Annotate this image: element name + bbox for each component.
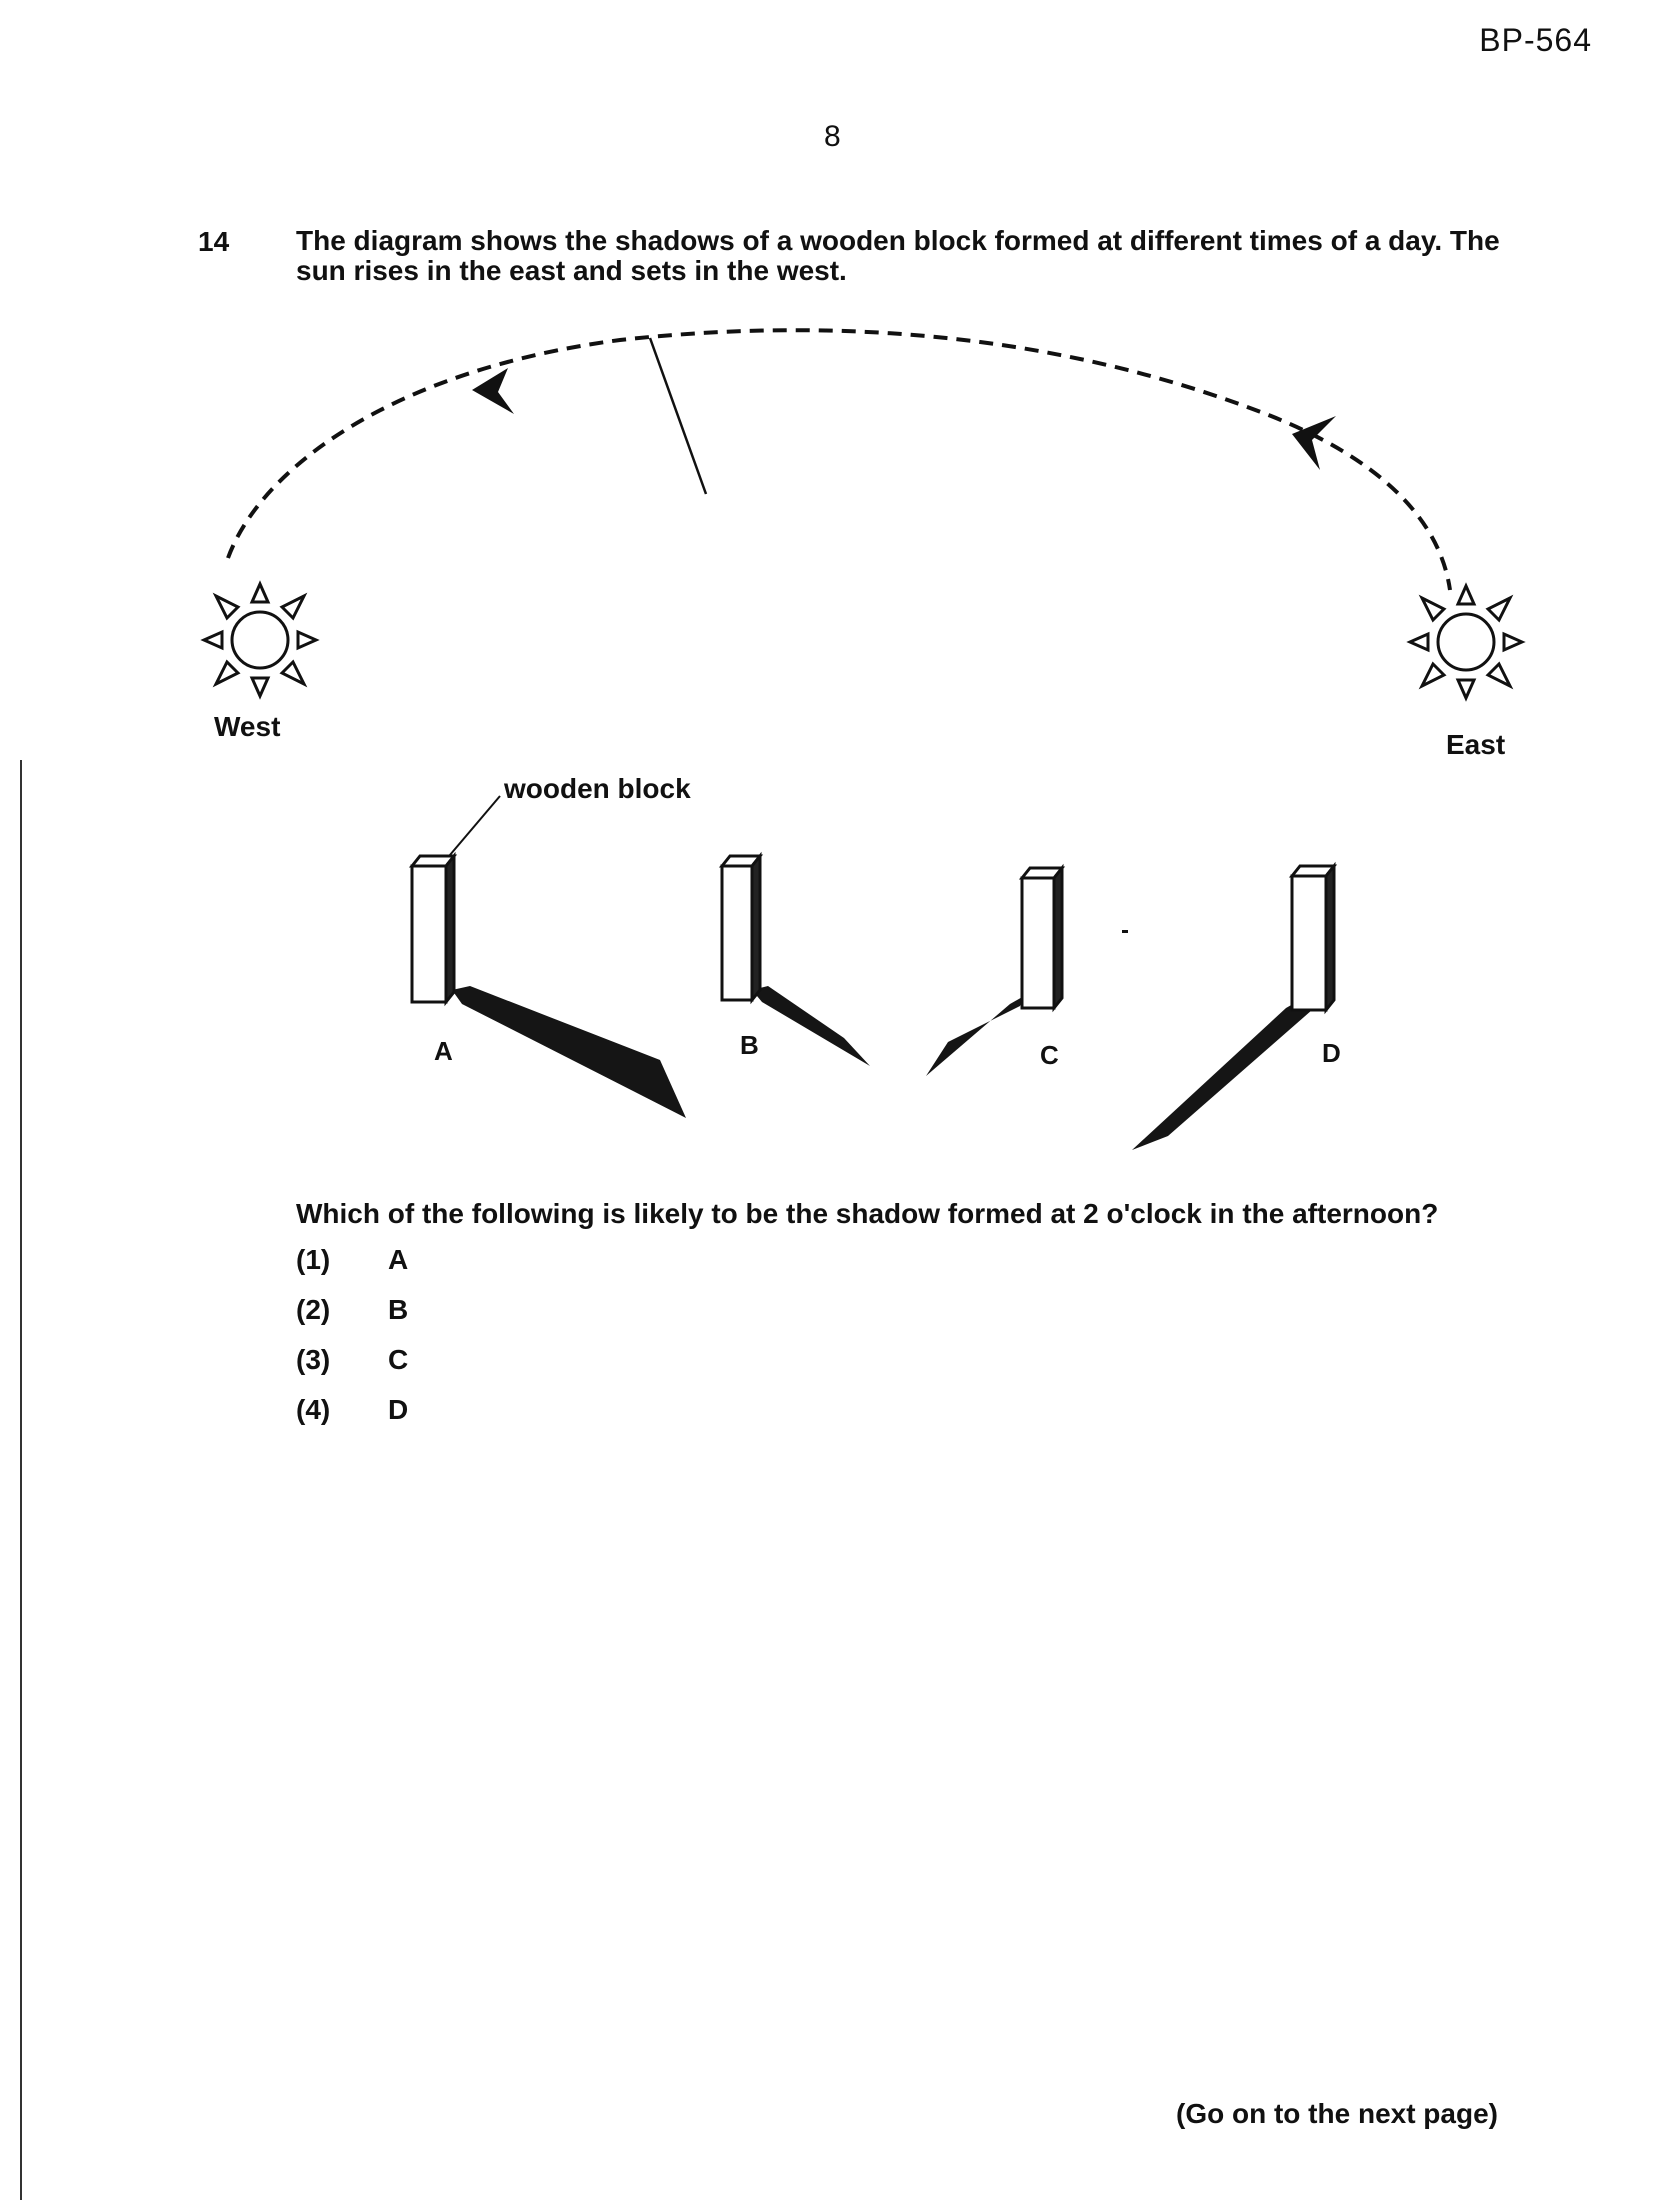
block-b-label: B	[740, 1030, 759, 1060]
stray-mark	[1122, 930, 1128, 933]
sun-path-arc	[228, 330, 1450, 590]
paper-code: BP-564	[1479, 22, 1592, 58]
shadow-d	[1132, 1000, 1312, 1150]
pen-stroke	[650, 338, 706, 494]
wooden-block-label: wooden block	[504, 773, 691, 804]
answer-options	[296, 1244, 408, 1444]
sun-east-icon	[1410, 586, 1522, 698]
block-d-label: D	[1322, 1038, 1341, 1068]
question-prompt: Which of the following is likely to be the shadow formed at 2 o'clock in the afternoon?	[296, 1198, 1439, 1229]
question-number: 14	[198, 226, 230, 257]
next-page-note: (Go on to the next page)	[1176, 2098, 1498, 2129]
sun-west-icon	[204, 584, 316, 696]
option-3[interactable]	[296, 1344, 408, 1394]
option-1[interactable]	[296, 1244, 408, 1294]
direction-arrow-west-icon	[472, 368, 514, 414]
east-label: East	[1446, 729, 1506, 760]
block-c-label: C	[1040, 1040, 1059, 1070]
west-label: West	[214, 711, 281, 742]
option-letter: D	[388, 1394, 409, 1425]
wooden-block-d	[1132, 866, 1334, 1150]
shadow-c	[926, 996, 1024, 1076]
option-letter: B	[388, 1294, 409, 1325]
option-letter: C	[388, 1344, 409, 1375]
option-number: (3)	[296, 1344, 331, 1375]
wooden-block-leader-line	[444, 796, 500, 862]
wooden-block-a	[412, 856, 686, 1118]
shadow-b	[752, 986, 870, 1066]
direction-arrow-east-icon	[1292, 416, 1336, 470]
page-number: 8	[824, 120, 841, 153]
option-number: (1)	[296, 1244, 331, 1275]
question-text: The diagram shows the shadows of a wooden block formed at different times of a day. The sun rises in the east and sets in the west.	[296, 225, 1500, 286]
option-number: (2)	[296, 1294, 331, 1325]
shadow-a	[452, 986, 686, 1118]
option-letter: A	[388, 1244, 409, 1275]
option-4[interactable]	[296, 1394, 408, 1444]
option-number: (4)	[296, 1394, 331, 1425]
option-2[interactable]	[296, 1294, 408, 1344]
block-a-label: A	[434, 1036, 453, 1066]
